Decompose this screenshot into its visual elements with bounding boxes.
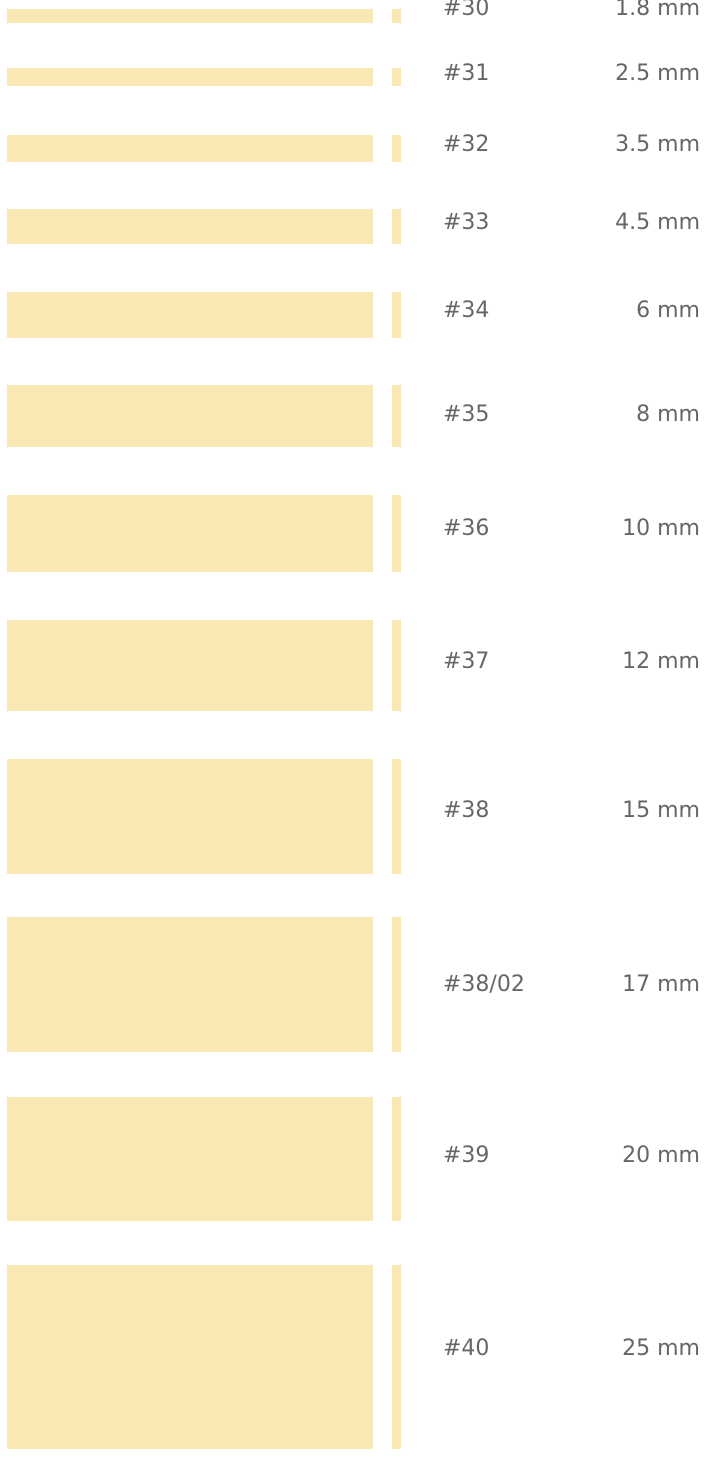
width-row-38 bbox=[0, 759, 708, 874]
width-row-36 bbox=[0, 495, 708, 572]
width-swatch bbox=[7, 292, 373, 338]
edge-swatch bbox=[392, 620, 401, 711]
edge-swatch bbox=[392, 759, 401, 874]
item-size: 6 mm bbox=[636, 298, 700, 323]
width-row-37 bbox=[0, 620, 708, 711]
item-code: #31 bbox=[443, 61, 490, 86]
item-size: 12 mm bbox=[622, 649, 700, 674]
width-swatch bbox=[7, 135, 373, 162]
edge-swatch bbox=[392, 1265, 401, 1449]
edge-swatch bbox=[392, 9, 401, 23]
item-code: #35 bbox=[443, 402, 490, 427]
width-swatch bbox=[7, 68, 373, 86]
item-size: 1.8 mm bbox=[615, 0, 700, 21]
width-swatch bbox=[7, 385, 373, 447]
item-size: 20 mm bbox=[622, 1143, 700, 1168]
item-size: 15 mm bbox=[622, 798, 700, 823]
edge-swatch bbox=[392, 135, 401, 162]
width-row-40 bbox=[0, 1265, 708, 1449]
width-swatch bbox=[7, 209, 373, 244]
edge-swatch bbox=[392, 292, 401, 338]
edge-swatch bbox=[392, 1097, 401, 1221]
item-size: 2.5 mm bbox=[615, 61, 700, 86]
item-code: #30 bbox=[443, 0, 490, 21]
item-code: #36 bbox=[443, 516, 490, 541]
item-code: #34 bbox=[443, 298, 490, 323]
width-swatch bbox=[7, 759, 373, 874]
width-row-34 bbox=[0, 292, 708, 338]
width-row-35 bbox=[0, 385, 708, 447]
item-code: #38/02 bbox=[443, 972, 525, 997]
width-row-38-02 bbox=[0, 917, 708, 1052]
width-swatch bbox=[7, 1097, 373, 1221]
item-size: 3.5 mm bbox=[615, 132, 700, 157]
width-row-33 bbox=[0, 209, 708, 244]
width-row-39 bbox=[0, 1097, 708, 1221]
item-code: #39 bbox=[443, 1143, 490, 1168]
width-row-30 bbox=[0, 0, 708, 23]
item-size: 25 mm bbox=[622, 1336, 700, 1361]
item-size: 17 mm bbox=[622, 972, 700, 997]
width-swatch bbox=[7, 1265, 373, 1449]
width-swatch bbox=[7, 9, 373, 23]
width-row-31 bbox=[0, 61, 708, 86]
item-code: #40 bbox=[443, 1336, 490, 1361]
item-code: #32 bbox=[443, 132, 490, 157]
width-row-32 bbox=[0, 132, 708, 162]
item-code: #37 bbox=[443, 649, 490, 674]
edge-swatch bbox=[392, 917, 401, 1052]
width-swatch bbox=[7, 495, 373, 572]
edge-swatch bbox=[392, 385, 401, 447]
edge-swatch bbox=[392, 68, 401, 86]
width-swatch bbox=[7, 620, 373, 711]
edge-swatch bbox=[392, 209, 401, 244]
item-size: 8 mm bbox=[636, 402, 700, 427]
item-code: #33 bbox=[443, 210, 490, 235]
edge-swatch bbox=[392, 495, 401, 572]
width-swatch bbox=[7, 917, 373, 1052]
item-size: 4.5 mm bbox=[615, 210, 700, 235]
item-code: #38 bbox=[443, 798, 490, 823]
item-size: 10 mm bbox=[622, 516, 700, 541]
